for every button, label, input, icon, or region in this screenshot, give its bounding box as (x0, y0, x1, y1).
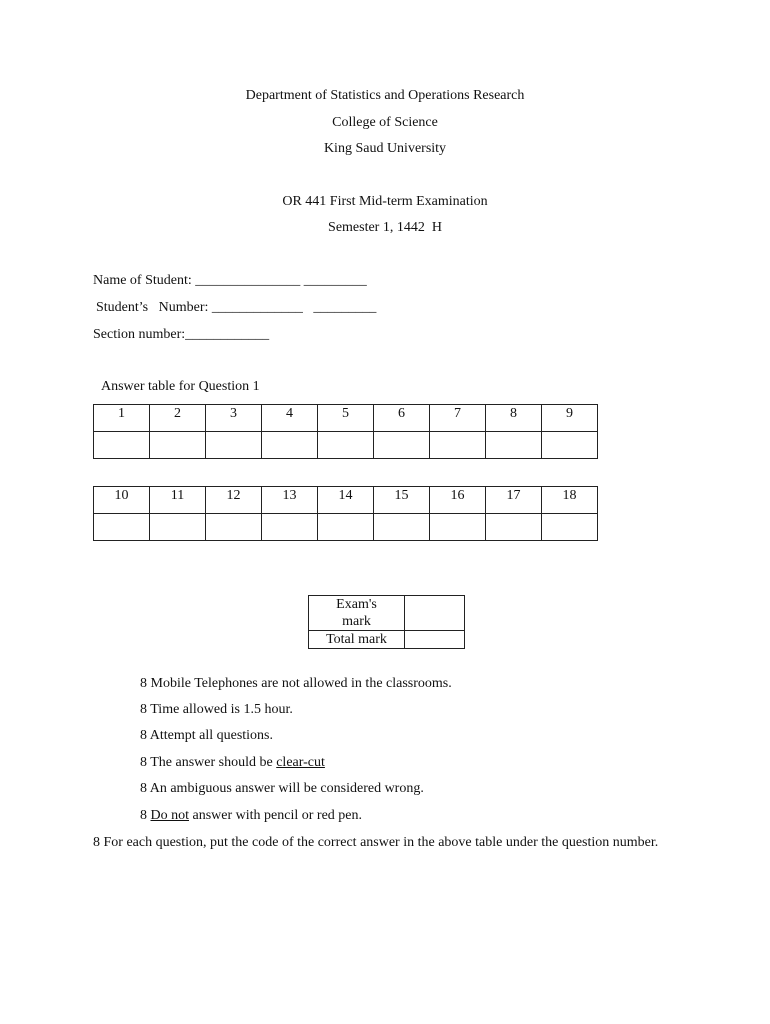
answer-cell (94, 514, 150, 541)
instruction-text: For each question, put the code of the correct answer in the above table under the question number. (103, 835, 659, 850)
answer-table-1-9 (93, 404, 598, 459)
question-number-row (94, 487, 598, 514)
answer-table-10-18 (93, 486, 598, 541)
answer-cell (542, 432, 598, 459)
bullet-marker: 8 (140, 755, 147, 770)
exam-title: OR 441 First Mid-term Examination (282, 194, 488, 209)
question-number-row (94, 405, 598, 432)
instruction-text: An ambiguous answer will be considered wrong. (149, 781, 424, 796)
total-mark-value (405, 631, 465, 649)
question-number-cell: 11 (150, 487, 206, 514)
instruction-clear-cut (140, 755, 325, 771)
question-number-cell: 13 (262, 487, 318, 514)
exam-mark-label (309, 596, 405, 631)
question-number-cell: 4 (262, 405, 318, 432)
question-number-cell: 6 (374, 405, 430, 432)
question-number-cell: 17 (486, 487, 542, 514)
department-name: Department of Statistics and Operations Research (245, 88, 525, 103)
answer-cell (542, 514, 598, 541)
instruction-attempt (140, 728, 273, 744)
answer-cell (206, 514, 262, 541)
bullet-marker: 8 (140, 676, 147, 691)
question-number-cell: 16 (430, 487, 486, 514)
exam-mark-label-line1: Exam's (336, 597, 377, 612)
answer-cell (262, 432, 318, 459)
question-number-cell: 14 (318, 487, 374, 514)
question-number-cell: 15 (374, 487, 430, 514)
question-number-cell: 2 (150, 405, 206, 432)
answer-cell (262, 514, 318, 541)
bullet-marker: 8 (140, 808, 147, 823)
instruction-pen (140, 808, 362, 824)
question-number-cell: 12 (206, 487, 262, 514)
instruction-time (140, 702, 293, 718)
bullet-marker: 8 (140, 728, 147, 743)
question-number-cell: 18 (542, 487, 598, 514)
instruction-emphasis: Do not (150, 808, 189, 823)
answer-cell (430, 432, 486, 459)
semester: Semester 1, 1442 H (328, 220, 442, 235)
exam-mark-row (309, 596, 465, 631)
total-mark-row (309, 631, 465, 649)
answer-cell (206, 432, 262, 459)
instruction-text: Mobile Telephones are not allowed in the classrooms. (150, 676, 452, 691)
instruction-text: Attempt all questions. (149, 728, 273, 743)
bullet-marker: 8 (140, 702, 147, 717)
instruction-text: answer with pencil or red pen. (189, 808, 362, 823)
question-number-cell: 1 (94, 405, 150, 432)
question-number-cell: 8 (486, 405, 542, 432)
answer-row (94, 514, 598, 541)
answer-cell (486, 432, 542, 459)
answer-cell (94, 432, 150, 459)
exam-mark-value (405, 596, 465, 631)
answer-cell (486, 514, 542, 541)
student-name-field: Name of Student: _______________ _________ (93, 273, 367, 288)
answer-cell (150, 432, 206, 459)
marks-table (308, 595, 465, 649)
answer-cell (374, 514, 430, 541)
instruction-each-question (93, 834, 676, 851)
answer-cell (374, 432, 430, 459)
university-name: King Saud University (323, 141, 447, 156)
question-number-cell: 3 (206, 405, 262, 432)
question-number-cell: 7 (430, 405, 486, 432)
answer-cell (318, 514, 374, 541)
answer-cell (150, 514, 206, 541)
question-number-cell: 9 (542, 405, 598, 432)
student-number-field: Student’s Number: _____________ _________ (96, 300, 377, 315)
answer-table-title: Answer table for Question 1 (101, 379, 260, 394)
instruction-emphasis: clear-cut (276, 755, 325, 770)
instruction-mobile (140, 676, 452, 692)
bullet-marker: 8 (93, 835, 100, 850)
answer-row (94, 432, 598, 459)
answer-cell (430, 514, 486, 541)
exam-mark-label-line2: mark (342, 614, 371, 629)
answer-cell (318, 432, 374, 459)
instruction-text: The answer should be (150, 755, 277, 770)
college-name: College of Science (332, 115, 438, 130)
instruction-text: Time allowed is 1.5 hour. (150, 702, 293, 717)
question-number-cell: 10 (94, 487, 150, 514)
instruction-ambiguous (140, 781, 424, 797)
section-number-field: Section number:____________ (93, 327, 270, 342)
total-mark-label: Total mark (309, 631, 405, 649)
bullet-marker: 8 (140, 781, 147, 796)
question-number-cell: 5 (318, 405, 374, 432)
